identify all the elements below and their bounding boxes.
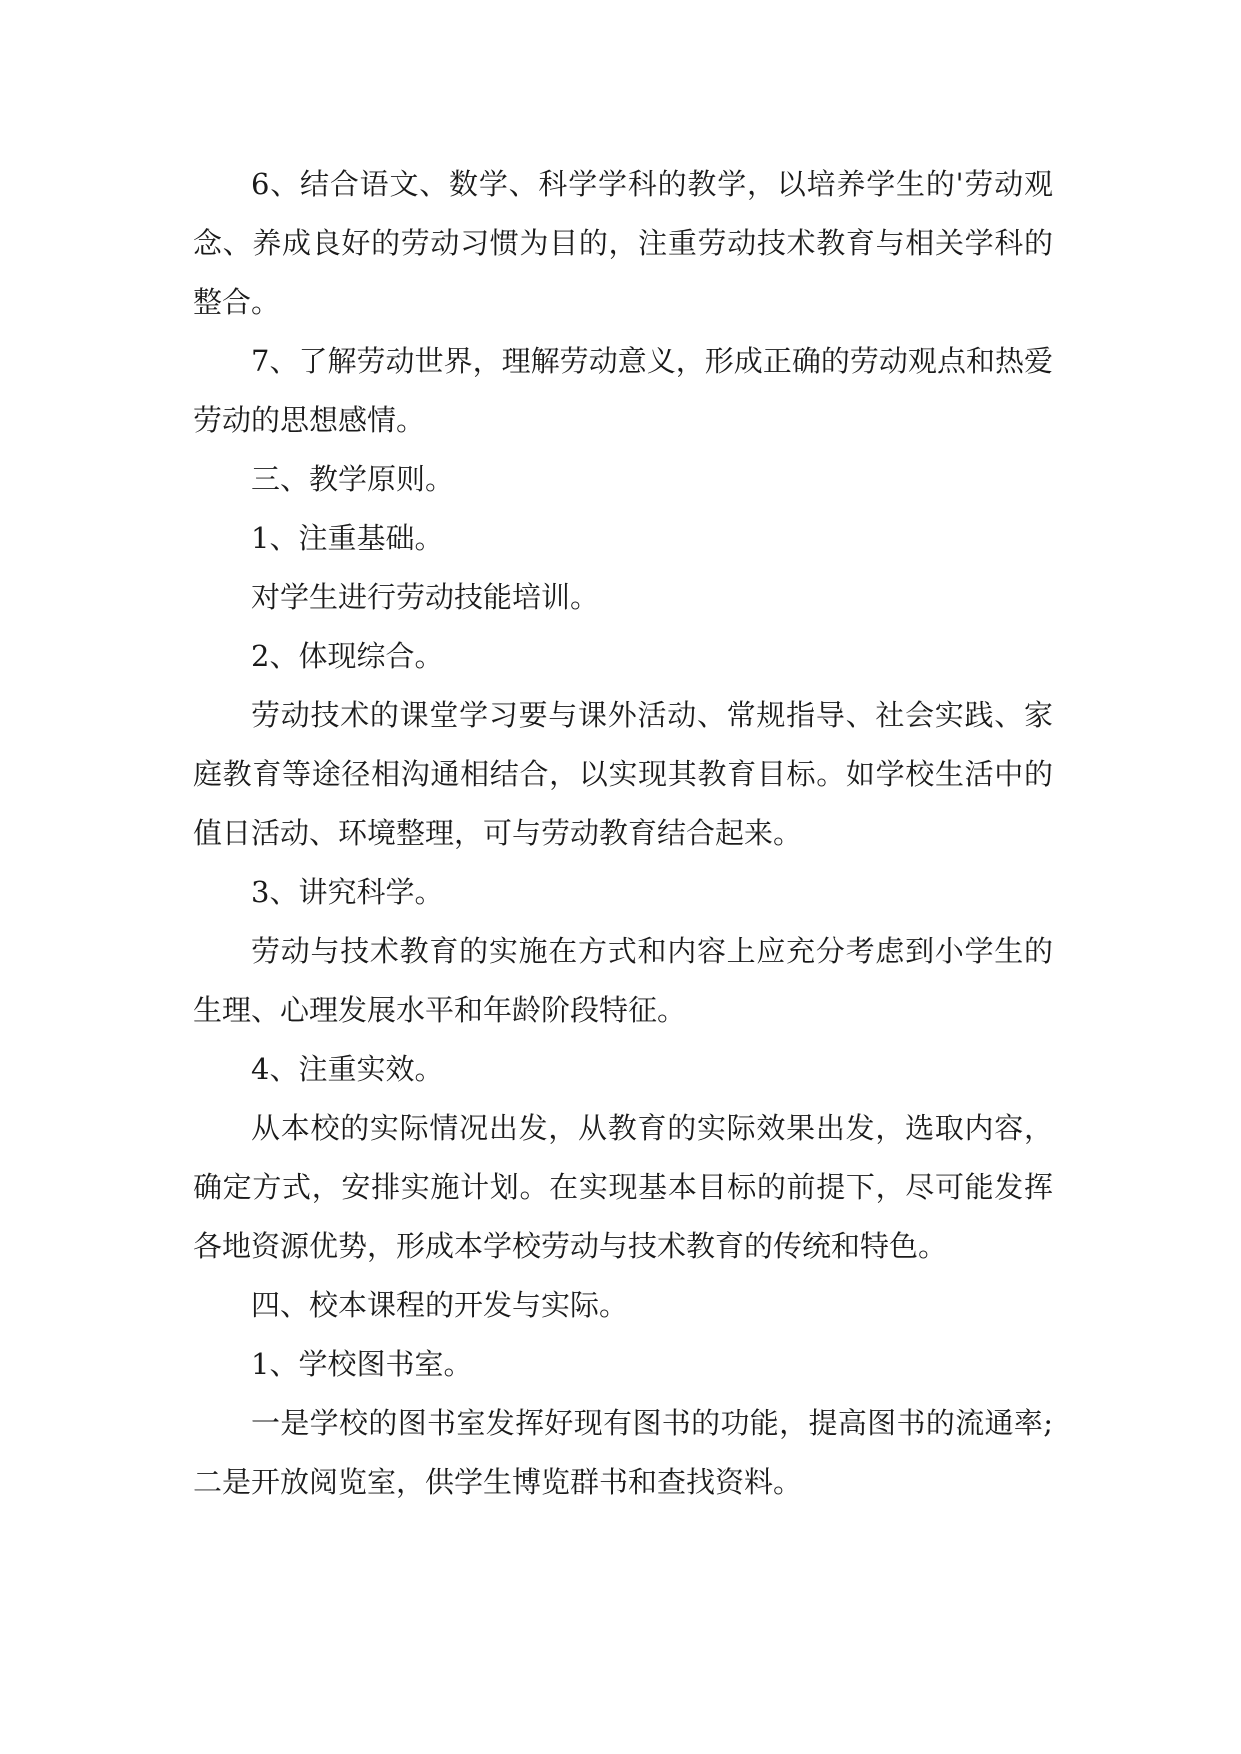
section-heading-school-curriculum: 四、校本课程的开发与实际。 — [251, 1288, 629, 1322]
curriculum-heading-1: 1、学校图书室。 — [251, 1347, 473, 1381]
principle-heading-2: 2、体现综合。 — [251, 639, 444, 673]
principle-text-3: 劳动与技术教育的实施在方式和内容上应充分考虑到小学生的生理、心理发展水平和年龄阶段特征。 — [193, 934, 1053, 1027]
principle-text-1: 对学生进行劳动技能培训。 — [251, 580, 600, 614]
curriculum-text-1: 一是学校的图书室发挥好现有图书的功能，提高图书的流通率;二是开放阅览室，供学生博览群书和查找资料。 — [193, 1406, 1053, 1499]
principle-heading-1: 1、注重基础。 — [251, 521, 444, 555]
principle-text-2: 劳动技术的课堂学习要与课外活动、常规指导、社会实践、家庭教育等途径相沟通相结合，以实现其教育目标。如学校生活中的值日活动、环境整理，可与劳动教育结合起来。 — [193, 698, 1053, 850]
principle-heading-4: 4、注重实效。 — [251, 1052, 444, 1086]
section-heading-teaching-principles: 三、教学原则。 — [251, 462, 455, 496]
paragraph-item-6-goal: 6、结合语文、数学、科学学科的教学，以培养学生的'劳动观念、养成良好的劳动习惯为目的，注重劳动技术教育与相关学科的整合。 — [193, 167, 1053, 319]
principle-text-4: 从本校的实际情况出发，从教育的实际效果出发，选取内容，确定方式，安排实施计划。在实现基本目标的前提下，尽可能发挥各地资源优势，形成本学校劳动与技术教育的传统和特色。 — [193, 1111, 1053, 1263]
document-body — [193, 155, 1053, 1512]
paragraph-item-7-goal: 7、了解劳动世界，理解劳动意义，形成正确的劳动观点和热爱劳动的思想感情。 — [193, 344, 1053, 437]
principle-heading-3: 3、讲究科学。 — [251, 875, 444, 909]
